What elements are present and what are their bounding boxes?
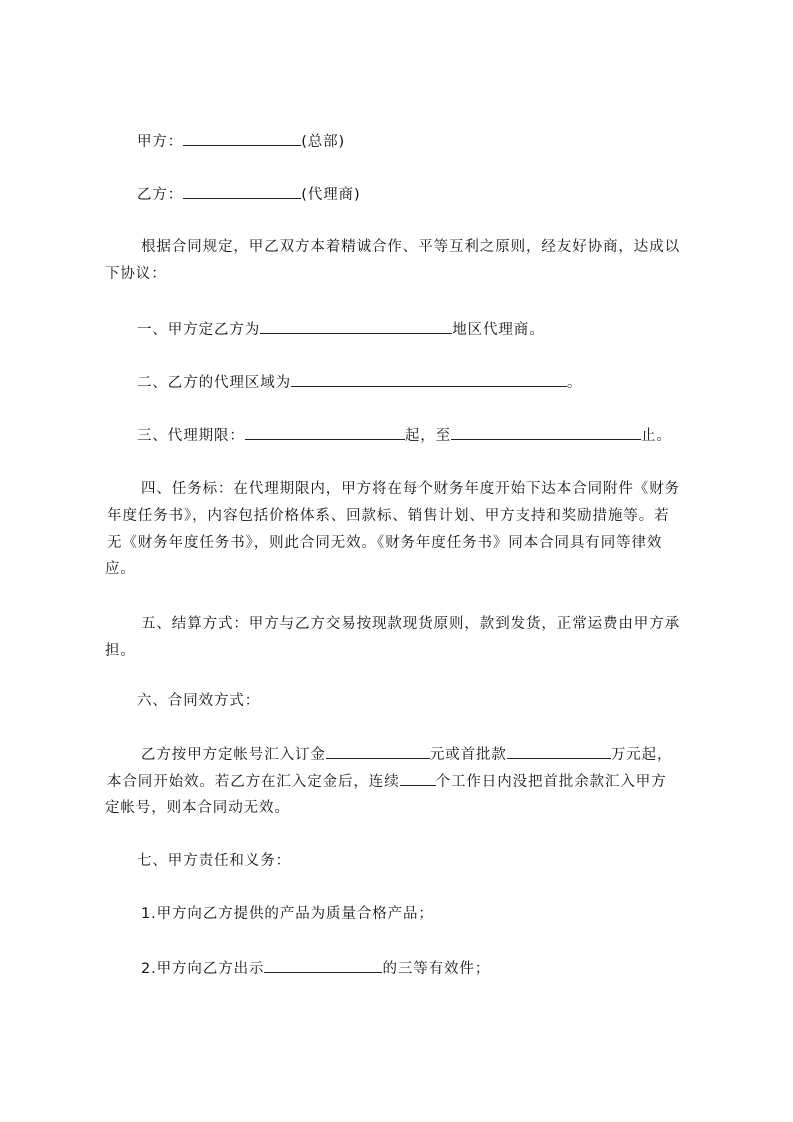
clause-2 <box>137 372 582 392</box>
clause-6-prefix: 乙方按甲方定帐号汇入订金 <box>141 747 326 763</box>
clause-4-line: 年度任务书》，内容包括价格体系、回款标、销售计划、甲方支持和奖励措施等。若 <box>107 508 670 524</box>
party-b-line <box>137 184 361 204</box>
clause-6-line-1 <box>141 744 672 764</box>
clause-6-middle: 元或首批款 <box>429 747 507 763</box>
clause-3-end-blank[interactable] <box>451 425 641 440</box>
party-b-suffix: (代理商) <box>301 187 361 203</box>
clause-7-item-2 <box>141 958 490 978</box>
clause-6-suffix: 万元起， <box>610 747 673 763</box>
party-a-suffix: (总部) <box>301 134 346 150</box>
clause-6-line-2-prefix: 本合同开始效。若乙方在汇入定金后，连续 <box>107 774 400 790</box>
clause-1 <box>137 319 545 339</box>
clause-6-line-2-suffix: 个工作日内没把首批余款汇入甲方 <box>435 774 667 790</box>
clause-2-prefix: 二、乙方的代理区域为 <box>137 375 291 391</box>
clause-7-title: 七、甲方责任和义务： <box>137 853 291 869</box>
clause-4-line: 无《财务年度任务书》，则此合同无效。《财务年度任务书》同本合同具有同等律效 <box>107 535 663 551</box>
clause-5-line: 五、结算方式：甲方与乙方交易按现款现货原则，款到发货，正常运费由甲方承 <box>141 616 680 632</box>
clause-1-suffix: 地区代理商。 <box>452 322 545 338</box>
first-payment-blank[interactable] <box>507 744 611 759</box>
clause-3 <box>137 425 672 445</box>
clause-2-suffix: 。 <box>567 375 583 391</box>
clause-5-line: 担。 <box>105 643 136 659</box>
clause-6-line-2 <box>107 771 667 791</box>
clause-3-middle: 起，至 <box>404 428 452 444</box>
clause-7-item-2-suffix: 的三等有效件； <box>382 961 491 977</box>
clause-1-prefix: 一、甲方定乙方为 <box>137 322 261 338</box>
party-a-label: 甲方： <box>137 134 184 150</box>
intro-line: 下协议： <box>105 266 167 282</box>
clause-4-line: 应。 <box>105 561 136 577</box>
party-a-blank[interactable] <box>183 131 301 146</box>
intro-line: 根据合同规定，甲乙双方本着精诚合作、平等互利之原则，经友好协商，达成以 <box>141 239 680 255</box>
clause-1-blank[interactable] <box>260 319 452 334</box>
workdays-blank[interactable] <box>400 771 436 786</box>
document-blank[interactable] <box>264 958 382 973</box>
clause-7-item-2-prefix: 2.甲方向乙方出示 <box>141 961 265 977</box>
clause-3-suffix: 止。 <box>641 428 672 444</box>
party-a-line <box>137 131 345 151</box>
clause-3-start-blank[interactable] <box>245 425 405 440</box>
party-b-label: 乙方： <box>137 187 184 203</box>
clause-6-line-3: 定帐号，则本合同动无效。 <box>105 800 290 816</box>
clause-6-title: 六、合同效方式： <box>137 693 261 709</box>
deposit-blank[interactable] <box>326 744 430 759</box>
clause-3-prefix: 三、代理期限： <box>137 428 245 444</box>
clause-2-blank[interactable] <box>291 372 567 387</box>
clause-4-line: 四、任务标：在代理期限内，甲方将在每个财务年度开始下达本合同附件《财务 <box>141 481 680 497</box>
clause-7-item-1: 1.甲方向乙方提供的产品为质量合格产品； <box>141 906 434 922</box>
party-b-blank[interactable] <box>183 184 301 199</box>
